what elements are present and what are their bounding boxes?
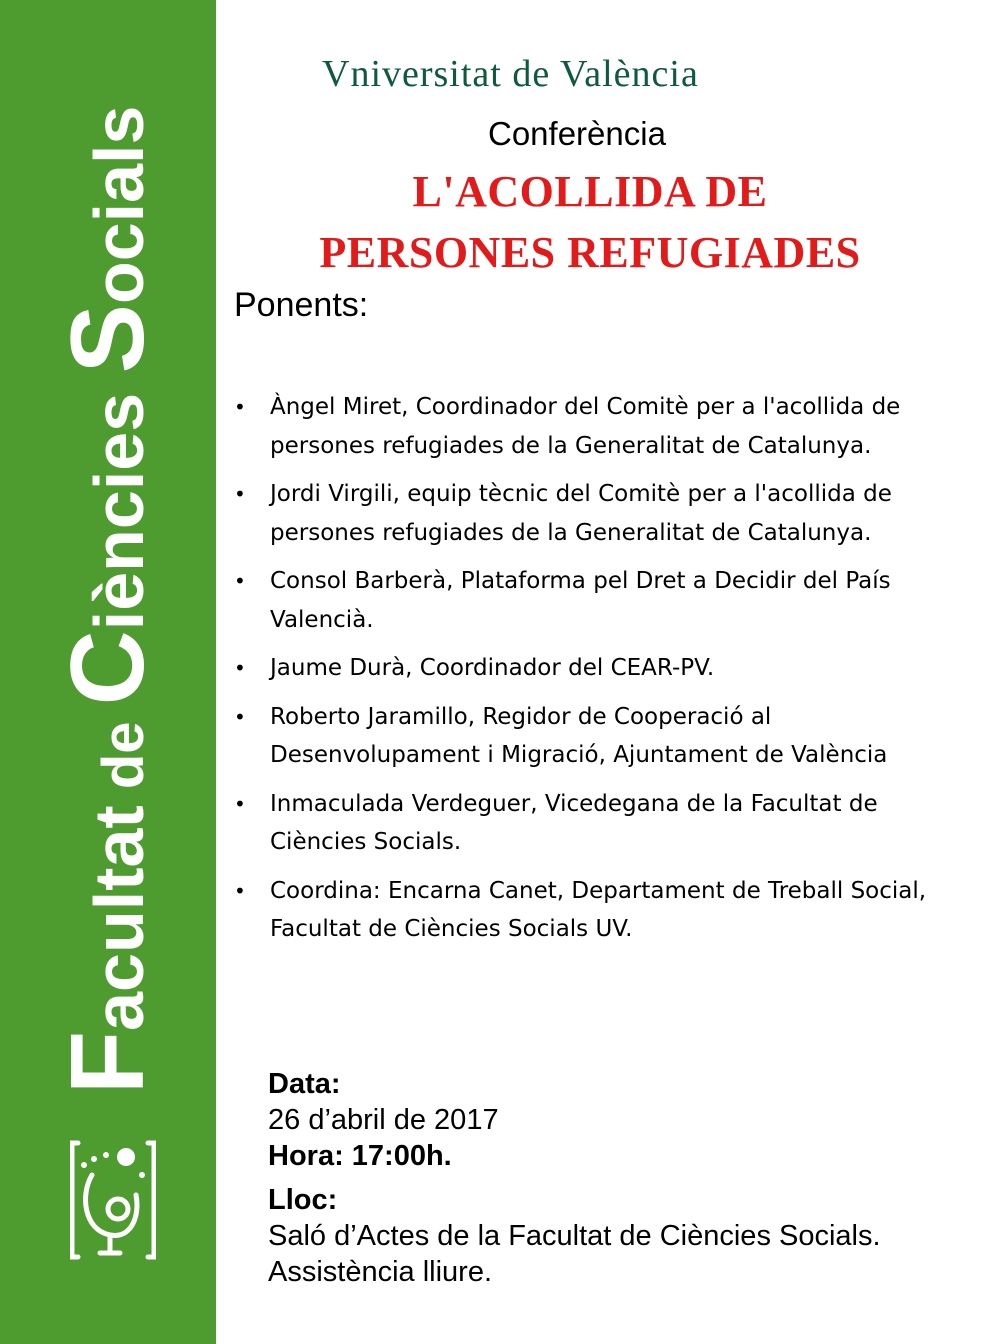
list-item: • Inmaculada Verdeguer, Vicedegana de la Facultat de Ciències Socials. (232, 785, 942, 862)
faculty-logo-icon (70, 1135, 156, 1265)
list-item: • Roberto Jaramillo, Regidor de Cooperació al Desenvolupament i Migració, Ajuntament de València (232, 698, 942, 775)
list-item: • Consol Barberà, Plataforma pel Dret a Decidir del País Valencià. (232, 562, 942, 639)
date-value: 26 d’abril de 2017 (268, 1104, 499, 1136)
time-value: Hora: 17:00h. (268, 1140, 452, 1172)
place-label: Lloc: (268, 1184, 338, 1216)
list-item: • Àngel Miret, Coordinador del Comitè per a l'acollida de persones refugiades de la Generalitat de Catalunya. (232, 388, 942, 465)
list-item: • Coordina: Encarna Canet, Departament de Treball Social, Facultat de Ciències Socials UV. (232, 872, 942, 949)
sidebar (0, 0, 216, 1344)
title-letter-s: S (50, 304, 166, 374)
place-value: Saló d’Actes de la Facultat de Ciències Socials. Assistència lliure. (268, 1220, 881, 1288)
title-letter-c: C (50, 630, 166, 706)
university-name: Vniversitat de València (322, 53, 699, 95)
title-ocials: ocials (80, 105, 158, 305)
list-item: • Jaume Durà, Coordinador del CEAR-PV. (232, 649, 942, 688)
event-title-line1: L'ACOLLIDA DE (412, 167, 768, 216)
faculty-vertical-title (50, 105, 166, 1095)
title-de: de (91, 705, 156, 806)
speakers-list (232, 388, 942, 959)
event-type: Conferència (488, 115, 666, 152)
title-acultat: acultat (80, 805, 158, 1031)
date-label: Data: (268, 1068, 341, 1100)
list-item: • Jordi Virgili, equip tècnic del Comitè per a l'acollida de persones refugiades de la Generalitat de Catalunya. (232, 475, 942, 552)
speakers-heading: Ponents: (234, 286, 369, 324)
event-title-line2: PERSONES REFUGIADES (319, 228, 861, 277)
event-details (268, 1066, 928, 1290)
title-letter-f: F (50, 1030, 166, 1095)
title-iencies: iències (80, 373, 158, 631)
